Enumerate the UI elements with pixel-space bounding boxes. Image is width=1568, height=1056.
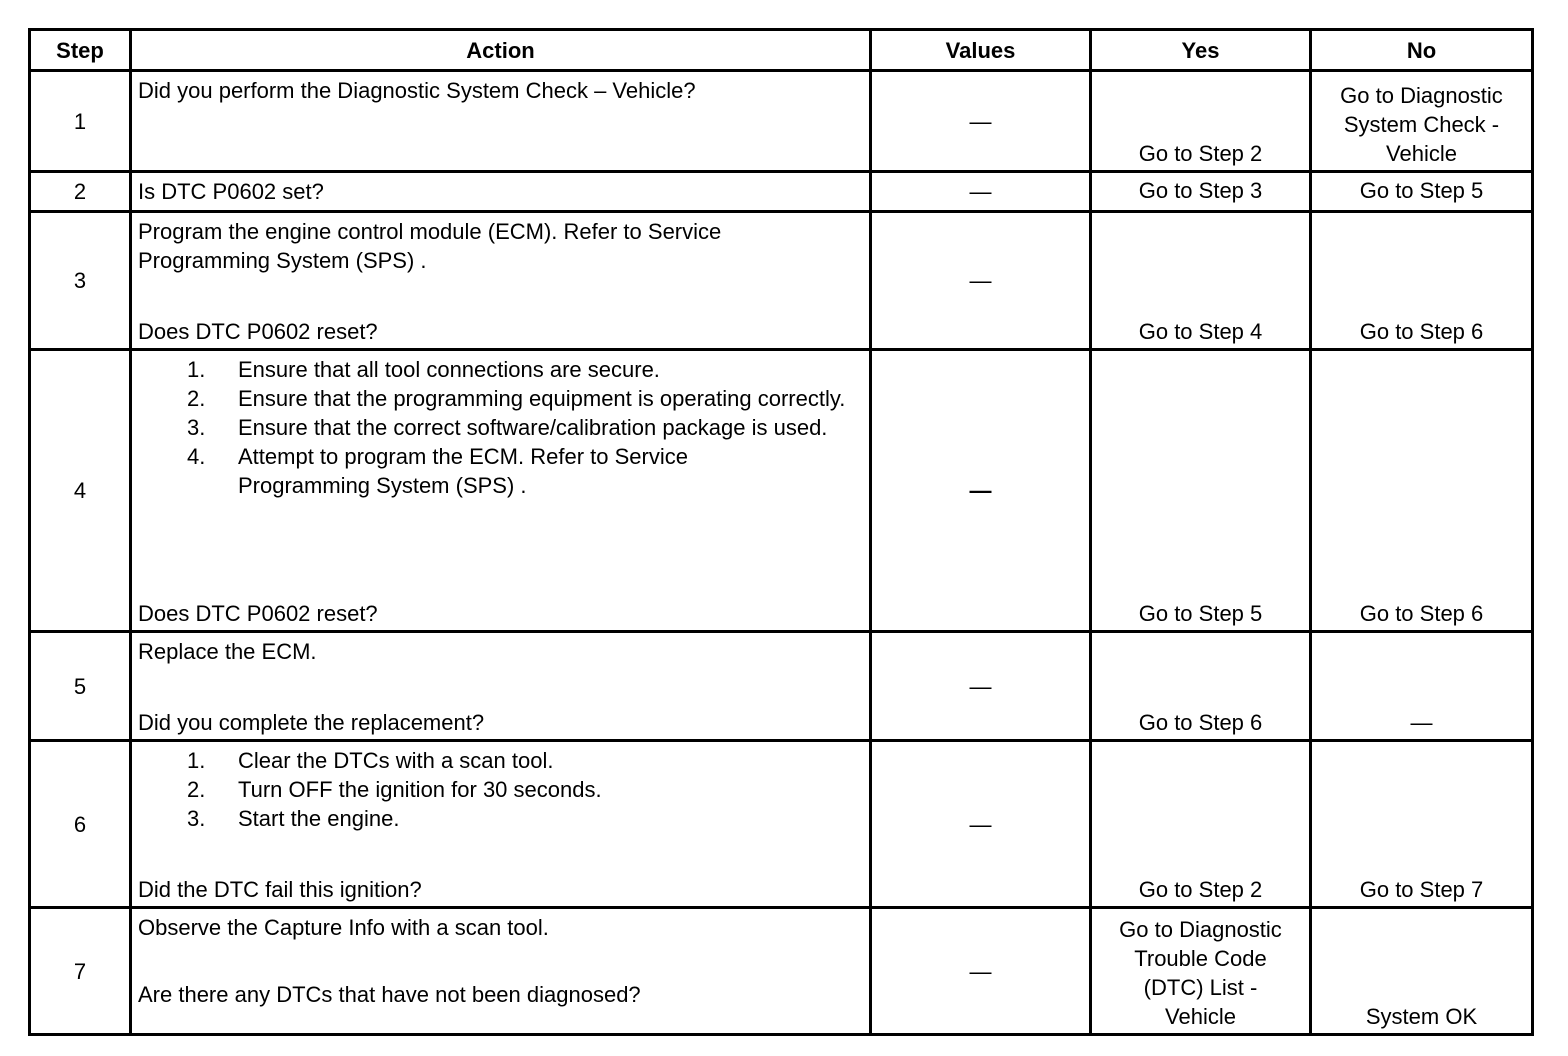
step-number: 5 [30, 632, 131, 741]
step-number: 6 [30, 741, 131, 908]
action-cell [131, 632, 871, 741]
action-cell [131, 350, 871, 632]
no-cell: System OK [1311, 908, 1533, 1035]
action-steps-list [138, 746, 863, 833]
action-text: Did you perform the Diagnostic System Check – Vehicle? [138, 78, 696, 103]
step-number: 2 [30, 172, 131, 212]
list-item-number: 1. [187, 357, 206, 382]
table-row [30, 741, 1533, 908]
header-values: Values [871, 30, 1091, 71]
diagnostic-table [28, 28, 1534, 1036]
values-cell: — [871, 71, 1091, 172]
list-item [138, 413, 863, 442]
list-item-text: Ensure that the correct software/calibration package is used. [238, 415, 828, 440]
list-item [138, 804, 863, 833]
action-cell [131, 741, 871, 908]
list-item-text: Turn OFF the ignition for 30 seconds. [238, 777, 602, 802]
header-no: No [1311, 30, 1533, 71]
table-row [30, 632, 1533, 741]
no-cell: Go to Step 5 [1311, 172, 1533, 212]
values-cell: — [871, 632, 1091, 741]
table-row [30, 212, 1533, 350]
no-cell: Go to Step 6 [1311, 350, 1533, 632]
action-cell [131, 908, 871, 1035]
header-step: Step [30, 30, 131, 71]
no-cell: — [1311, 632, 1533, 741]
step-number: 3 [30, 212, 131, 350]
yes-cell: Go to Step 4 [1091, 212, 1311, 350]
list-item-number: 1. [187, 748, 206, 773]
action-question: Does DTC P0602 reset? [138, 601, 378, 626]
action-steps-list [138, 355, 863, 500]
step-number: 4 [30, 350, 131, 632]
action-question: Are there any DTCs that have not been diagnosed? [138, 982, 641, 1007]
values-cell: — [871, 212, 1091, 350]
header-yes: Yes [1091, 30, 1311, 71]
values-cell: — [871, 350, 1091, 632]
header-row [30, 30, 1533, 71]
values-cell: — [871, 741, 1091, 908]
list-item [138, 355, 863, 384]
list-item-number: 3. [187, 415, 206, 440]
action-cell [131, 172, 871, 212]
action-question: Did the DTC fail this ignition? [138, 877, 422, 902]
no-cell: Go to Step 7 [1311, 741, 1533, 908]
list-item-text: Start the engine. [238, 806, 400, 831]
list-item [138, 384, 863, 413]
yes-cell: Go to Step 2 [1091, 71, 1311, 172]
step-number: 1 [30, 71, 131, 172]
list-item-number: 3. [187, 806, 206, 831]
step-number: 7 [30, 908, 131, 1035]
list-item-number: 2. [187, 777, 206, 802]
action-text: Observe the Capture Info with a scan tool. [138, 915, 549, 940]
action-cell [131, 71, 871, 172]
action-text: Program the engine control module (ECM). Refer to Service Programming System (SPS) . [138, 219, 722, 273]
table-row [30, 71, 1533, 172]
action-question: Did you complete the replacement? [138, 710, 485, 735]
action-text: Is DTC P0602 set? [138, 179, 324, 204]
yes-cell: Go to Step 6 [1091, 632, 1311, 741]
table-row [30, 172, 1533, 212]
list-item-number: 4. [187, 444, 206, 469]
list-item-text: Clear the DTCs with a scan tool. [238, 748, 554, 773]
yes-cell: Go to Step 2 [1091, 741, 1311, 908]
list-item [138, 442, 863, 500]
action-cell [131, 212, 871, 350]
no-cell: Go to Diagnostic System Check - Vehicle [1311, 71, 1533, 172]
list-item-number: 2. [187, 386, 206, 411]
yes-cell: Go to Step 5 [1091, 350, 1311, 632]
values-cell: — [871, 172, 1091, 212]
yes-cell: Go to Diagnostic Trouble Code (DTC) List - Vehicle [1091, 908, 1311, 1035]
list-item-text: Ensure that the programming equipment is operating correctly. [238, 386, 846, 411]
action-text: Replace the ECM. [138, 639, 317, 664]
list-item-text: Attempt to program the ECM. Refer to Service Programming System (SPS) . [238, 444, 688, 498]
table-row [30, 350, 1533, 632]
header-action: Action [131, 30, 871, 71]
list-item [138, 775, 863, 804]
list-item-text: Ensure that all tool connections are secure. [238, 357, 660, 382]
values-cell: — [871, 908, 1091, 1035]
yes-cell: Go to Step 3 [1091, 172, 1311, 212]
action-question: Does DTC P0602 reset? [138, 319, 378, 344]
no-cell: Go to Step 6 [1311, 212, 1533, 350]
table-row [30, 908, 1533, 1035]
list-item [138, 746, 863, 775]
